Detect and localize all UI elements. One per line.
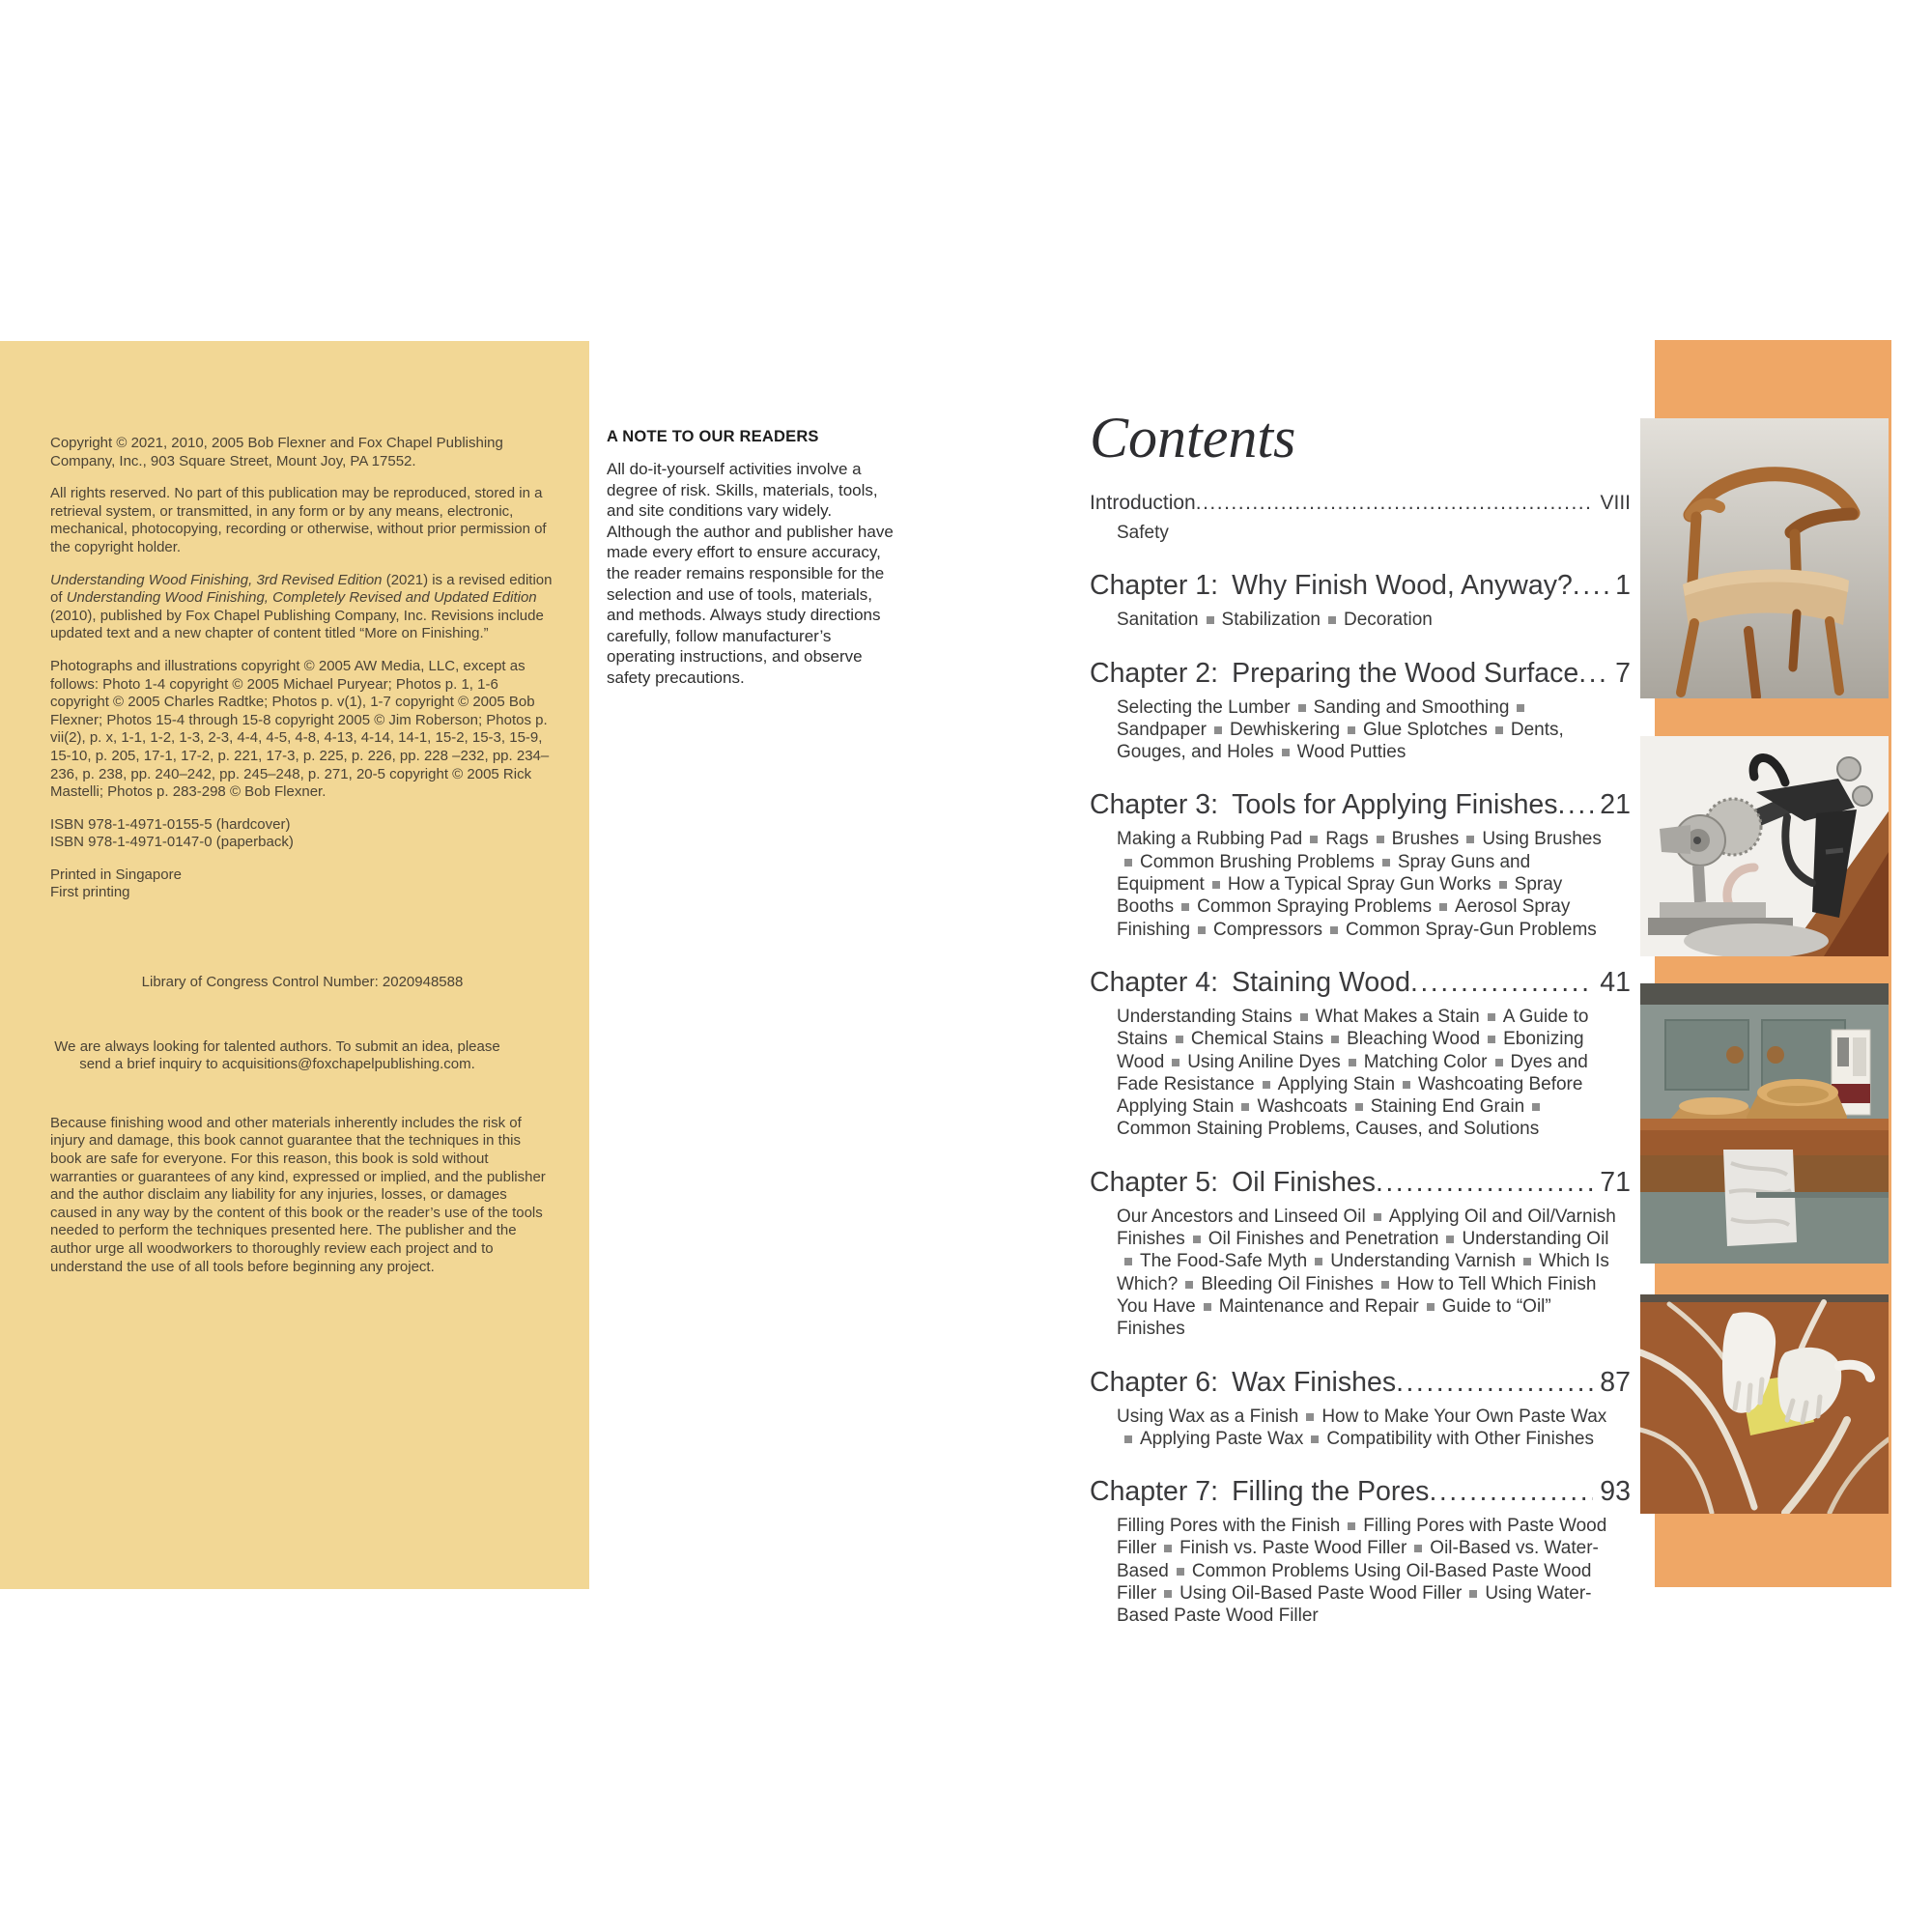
square-bullet-icon [1204,1303,1211,1311]
photo-spray-gun [1640,736,1889,956]
toc-subtopic: Making a Rubbing Pad [1117,829,1303,850]
toc-entry-chapter-7 [1090,1476,1631,1508]
wooden-armchair-illustration [1640,418,1889,698]
toc-subtopic: How a Typical Spray Gun Works [1227,874,1492,895]
dotted-leader [1410,967,1593,999]
toc-subtopic: Bleeding Oil Finishes [1201,1273,1374,1294]
toc-subtopic: Common Spray-Gun Problems [1346,919,1597,940]
toc-subtopic: Selecting the Lumber [1117,696,1291,718]
toc-subtopics [1090,1406,1619,1451]
square-bullet-icon [1495,1059,1503,1066]
square-bullet-icon [1164,1590,1172,1598]
square-bullet-icon [1466,836,1474,843]
edition-paragraph [50,572,554,643]
isbn-paperback: ISBN 978-1-4971-0147-0 (paperback) [50,834,294,851]
toc-subtopic: The Food-Safe Myth [1140,1251,1308,1272]
printing-block [50,867,554,902]
square-bullet-icon [1124,1258,1132,1265]
toc-chapter-label: Chapter 1: [1090,570,1219,602]
toc-subtopic: Understanding Varnish [1330,1251,1517,1272]
dotted-leader [1196,492,1594,515]
photo-wooden-bowls-on-workbench [1640,983,1889,1264]
toc-subtopic: Washcoats [1257,1096,1348,1118]
toc-chapter-title: Why Finish Wood, Anyway? [1232,570,1573,602]
toc-page-number: 93 [1600,1476,1631,1508]
square-bullet-icon [1532,1103,1540,1111]
toc-subtopic: Understanding Oil [1462,1229,1609,1250]
first-printing: First printing [50,884,130,901]
square-bullet-icon [1124,859,1132,867]
toc-subtopic: Common Spraying Problems [1197,896,1433,918]
toc-subtopic: Using Oil-Based Paste Wood Filler [1179,1583,1463,1605]
square-bullet-icon [1381,1281,1389,1289]
toc-subtopic: Applying Oil and Oil/Varnish Finishes [1117,1206,1616,1250]
dotted-leader [1573,570,1608,602]
toc-chapter-label: Chapter 4: [1090,966,1219,998]
square-bullet-icon [1348,726,1355,734]
square-bullet-icon [1207,616,1214,624]
square-bullet-icon [1469,1590,1477,1598]
toc-chapter-title: Filling the Pores [1232,1476,1430,1508]
square-bullet-icon [1523,1258,1531,1265]
photo-wooden-armchair [1640,418,1889,698]
toc-subtopic: Matching Color [1363,1051,1488,1072]
toc-chapter-title: Oil Finishes [1232,1166,1376,1198]
square-bullet-icon [1315,1258,1322,1265]
toc-subtopic: A Guide to Stains [1117,1006,1589,1050]
square-bullet-icon [1193,1236,1201,1243]
square-bullet-icon [1495,726,1503,734]
toc-subtopic: Common Staining Problems, Causes, and Solutions [1117,1119,1540,1140]
toc-subtopics [1090,1206,1619,1341]
toc-subtopic: Decoration [1343,610,1433,631]
toc-subtopic: How to Tell Which Finish You Have [1117,1273,1597,1317]
square-bullet-icon [1331,1036,1339,1043]
square-bullet-icon [1176,1036,1183,1043]
square-bullet-icon [1177,1568,1184,1576]
square-bullet-icon [1377,836,1384,843]
square-bullet-icon [1198,926,1206,934]
toc-subtopic: How to Make Your Own Paste Wax [1321,1406,1607,1427]
toc-entry-chapter-6 [1090,1367,1631,1399]
toc-subtopic: Staining End Grain [1370,1096,1525,1118]
copyright-line: Copyright © 2021, 2010, 2005 Bob Flexner and Fox Chapel Publishing Company, Inc., 903 Square Street, Mount Joy, PA 17552. [50,435,503,469]
square-bullet-icon [1427,1303,1435,1311]
toc-entry-chapter-4 [1090,967,1631,999]
dotted-leader [1558,789,1594,821]
square-bullet-icon [1488,1036,1495,1043]
toc-subtopic: Chemical Stains [1190,1029,1324,1050]
square-bullet-icon [1310,836,1318,843]
toc-subtopic: Sanding and Smoothing [1313,696,1510,718]
isbn-block [50,816,554,852]
toc-entry-introduction [1090,492,1631,515]
toc-entry-chapter-1 [1090,570,1631,602]
toc-subtopic: Using Brushes [1482,829,1602,850]
readers-note-column [607,428,898,689]
toc-subtopics [1090,696,1619,764]
square-bullet-icon [1517,704,1524,712]
toc-subtopic: What Makes a Stain [1315,1006,1480,1027]
toc-chapter-label: Chapter 5: [1090,1166,1219,1198]
rights-paragraph: All rights reserved. No part of this publication may be reproduced, stored in a retrieval system, or transmitted, in any form or by any means, electronic, mechanical, photocopying, recording or otherwise, without prior permission of the copyright holder. [50,485,547,555]
toc-subtopic: Oil Finishes and Penetration [1208,1229,1439,1250]
toc-chapter-title: Wax Finishes [1232,1366,1397,1398]
photo-credits-paragraph: Photographs and illustrations copyright © 2005 AW Media, LLC, except as follows: Photo 1-4 copyright © 2005 Michael Puryear; Photos p. 1, 1-6 copyright © 2005 Charles Radtke; Photos p. v(1), 1-7 copyright © 2005 Bob Flexner; Photos 15-4 through 15-8 copyright 2005 © Jim Roberson; Photos p. vii(2), p. x, 1-1, 1-2, 1-3, 2-3, 4-4, 4-5, 4-8, 4-13, 4-14, 14-1, 15-2, 15-3, 15-9, 15-10, p. 205, 17-1, 17-2, p. 221, 17-3, p. 225, p. 226, pp. 228 –232, pp. 234–236, p. 238, pp. 240–242, pp. 245–248, p. 271, 20-5 copyright © 2005 Rick Mastelli; Photos p. 283-298 © Bob Flexner. [50,657,550,801]
toc-subtopic: Maintenance and Repair [1218,1295,1419,1317]
toc-subtopic: Wood Putties [1296,742,1406,763]
toc-chapter-label: Chapter 2: [1090,657,1219,689]
toc-subtopic: Common Brushing Problems [1140,851,1375,872]
dotted-leader [1376,1167,1593,1199]
toc-subtopic: Aerosol Spray Finishing [1117,896,1571,940]
square-bullet-icon [1348,1522,1355,1530]
toc-subtopic: Filling Pores with the Finish [1117,1516,1341,1537]
toc-subtopic: Dyes and Fade Resistance [1117,1051,1588,1094]
toc-subtopic: Brushes [1391,829,1460,850]
toc-subtopics [1090,1006,1619,1141]
toc-subtopic: Bleaching Wood [1347,1029,1481,1050]
toc-chapter-label: Chapter 7: [1090,1476,1219,1508]
square-bullet-icon [1300,1013,1308,1021]
spray-gun-illustration [1640,736,1889,956]
square-bullet-icon [1355,1103,1363,1111]
square-bullet-icon [1181,903,1189,911]
toc-page-number: 1 [1615,570,1631,602]
square-bullet-icon [1241,1103,1249,1111]
toc-subtopics [1090,828,1619,940]
text-run: (2021) is a revised edition of [50,571,553,607]
toc-entry-chapter-2 [1090,658,1631,690]
toc-subtopic: Understanding Stains [1117,1006,1293,1027]
square-bullet-icon [1403,1081,1410,1089]
square-bullet-icon [1328,616,1336,624]
toc-subtopic: Using Wax as a Finish [1117,1406,1299,1427]
toc-subtopics [1090,522,1619,544]
printed-in: Printed in Singapore [50,866,182,883]
toc-subtopic: Sanitation [1117,610,1199,631]
readers-note-body: All do-it-yourself activities involve a degree of risk. Skills, materials, tools, and site conditions vary widely. Although the author and publisher have made every effort to ensure accuracy, the reader remains responsible for the selection and use of tools, materials, and methods. Always study directions carefully, follow manufacturer’s operating instructions, and observe safety precautions. [607,460,894,687]
isbn-hardcover: ISBN 978-1-4971-0155-5 (hardcover) [50,815,291,833]
toc-subtopic: Which Is Which? [1117,1251,1609,1294]
toc-subtopics [1090,1515,1619,1627]
square-bullet-icon [1124,1435,1132,1443]
toc-chapter-label: Chapter 6: [1090,1366,1219,1398]
square-bullet-icon [1298,704,1306,712]
square-bullet-icon [1349,1059,1356,1066]
toc-subtopic: Common Problems Using Oil-Based Paste Wood Filler [1117,1560,1592,1605]
dotted-leader [1396,1367,1593,1399]
square-bullet-icon [1164,1545,1172,1552]
square-bullet-icon [1212,881,1220,889]
toc-subtopic: Applying Stain [1277,1073,1396,1094]
square-bullet-icon [1311,1435,1319,1443]
toc-page-number: 71 [1600,1166,1631,1198]
toc-page-number: 7 [1615,657,1631,689]
square-bullet-icon [1172,1059,1179,1066]
paste-wood-filler-illustration [1640,1294,1889,1514]
toc-subtopic: Finish vs. Paste Wood Filler [1179,1538,1407,1559]
square-bullet-icon [1374,1213,1381,1221]
toc-chapter-label: Chapter 3: [1090,789,1219,821]
toc-subtopic: Ebonizing Wood [1117,1029,1584,1072]
table-of-contents [1090,406,1631,1628]
square-bullet-icon [1446,1236,1454,1243]
toc-subtopic: Sandpaper [1117,719,1207,740]
square-bullet-icon [1306,1413,1314,1421]
toc-page-number: 41 [1600,966,1631,998]
toc-subtopic: Oil-Based vs. Water-Based [1117,1538,1599,1581]
square-bullet-icon [1488,1013,1495,1021]
toc-entry-chapter-5 [1090,1167,1631,1199]
toc-page-number: VIII [1600,492,1631,514]
copyright-block [50,435,554,1291]
wooden-bowls-illustration [1640,983,1889,1264]
square-bullet-icon [1439,903,1447,911]
toc-subtopic: Glue Splotches [1363,719,1488,740]
toc-subtopic: Our Ancestors and Linseed Oil [1117,1206,1366,1227]
contents-title: Contents [1090,406,1296,469]
dotted-leader [1578,658,1608,690]
toc-subtopic: Using Water-Based Paste Wood Filler [1117,1583,1592,1627]
toc-subtopic: Dewhiskering [1229,719,1341,740]
authors-note: We are always looking for talented authors. To submit an idea, please send a brief inquiry to acquisitions@foxchapelpublishing.com. [54,1037,500,1073]
square-bullet-icon [1185,1281,1193,1289]
text-run: Understanding Wood Finishing, Completely Revised and Updated Edition [66,589,537,607]
toc-subtopic: Safety [1117,523,1169,543]
square-bullet-icon [1330,926,1338,934]
toc-subtopic: Compressors [1213,919,1323,940]
toc-subtopic: Filling Pores with Paste Wood Filler [1117,1516,1607,1559]
square-bullet-icon [1414,1545,1422,1552]
square-bullet-icon [1282,749,1290,756]
text-run: (2010), published by Fox Chapel Publishing Company, Inc. Revisions include updated text and a new chapter of content titled “More on Finishing.” [50,607,544,642]
disclaimer-paragraph: Because finishing wood and other materials inherently includes the risk of injury and damage, this book cannot guarantee that the techniques in this book are safe for everyone. For this reason, this book is sold without warranties or guarantees of any kind, expressed or implied, and the publisher and the author disclaim any liability for any injuries, losses, or damages caused in any way by the content of this book or the reader’s use of the tools needed to perform the techniques presented here. The publisher and the author urge all woodworkers to thoroughly review each project and to understand the use of all tools before beginning any project. [50,1114,546,1275]
toc-chapter-title: Tools for Applying Finishes [1232,789,1558,821]
toc-page-number: 87 [1600,1366,1631,1398]
toc-subtopic: Rags [1325,829,1369,850]
toc-subtopic: Dents, Gouges, and Holes [1117,719,1564,763]
toc-chapter-title: Preparing the Wood Surface [1232,657,1579,689]
square-bullet-icon [1499,881,1507,889]
photo-applying-paste-wood-filler [1640,1294,1889,1514]
square-bullet-icon [1214,726,1222,734]
toc-subtopic: Spray Booths [1117,874,1563,918]
toc-subtopic: Applying Paste Wax [1140,1428,1304,1449]
toc-subtopic: Using Aniline Dyes [1187,1051,1341,1072]
square-bullet-icon [1263,1081,1270,1089]
text-run: Understanding Wood Finishing, 3rd Revised Edition [50,571,383,588]
toc-subtopic: Compatibility with Other Finishes [1326,1428,1594,1449]
toc-chapter-title: Staining Wood [1232,966,1410,998]
toc-subtopic: Washcoating Before Applying Stain [1117,1073,1583,1118]
toc-subtopic: Stabilization [1221,610,1321,631]
toc-subtopic: Guide to “Oil” Finishes [1117,1295,1551,1340]
toc-page-number: 21 [1600,789,1631,821]
square-bullet-icon [1382,859,1390,867]
toc-subtopic: Spray Guns and Equipment [1117,851,1531,895]
lccn-line: Library of Congress Control Number: 2020948588 [141,974,464,991]
toc-subtopics [1090,609,1619,631]
toc-entry-chapter-3 [1090,789,1631,821]
dotted-leader [1429,1476,1593,1508]
readers-note-heading: A NOTE TO OUR READERS [607,428,819,445]
toc-label: Introduction [1090,492,1196,514]
